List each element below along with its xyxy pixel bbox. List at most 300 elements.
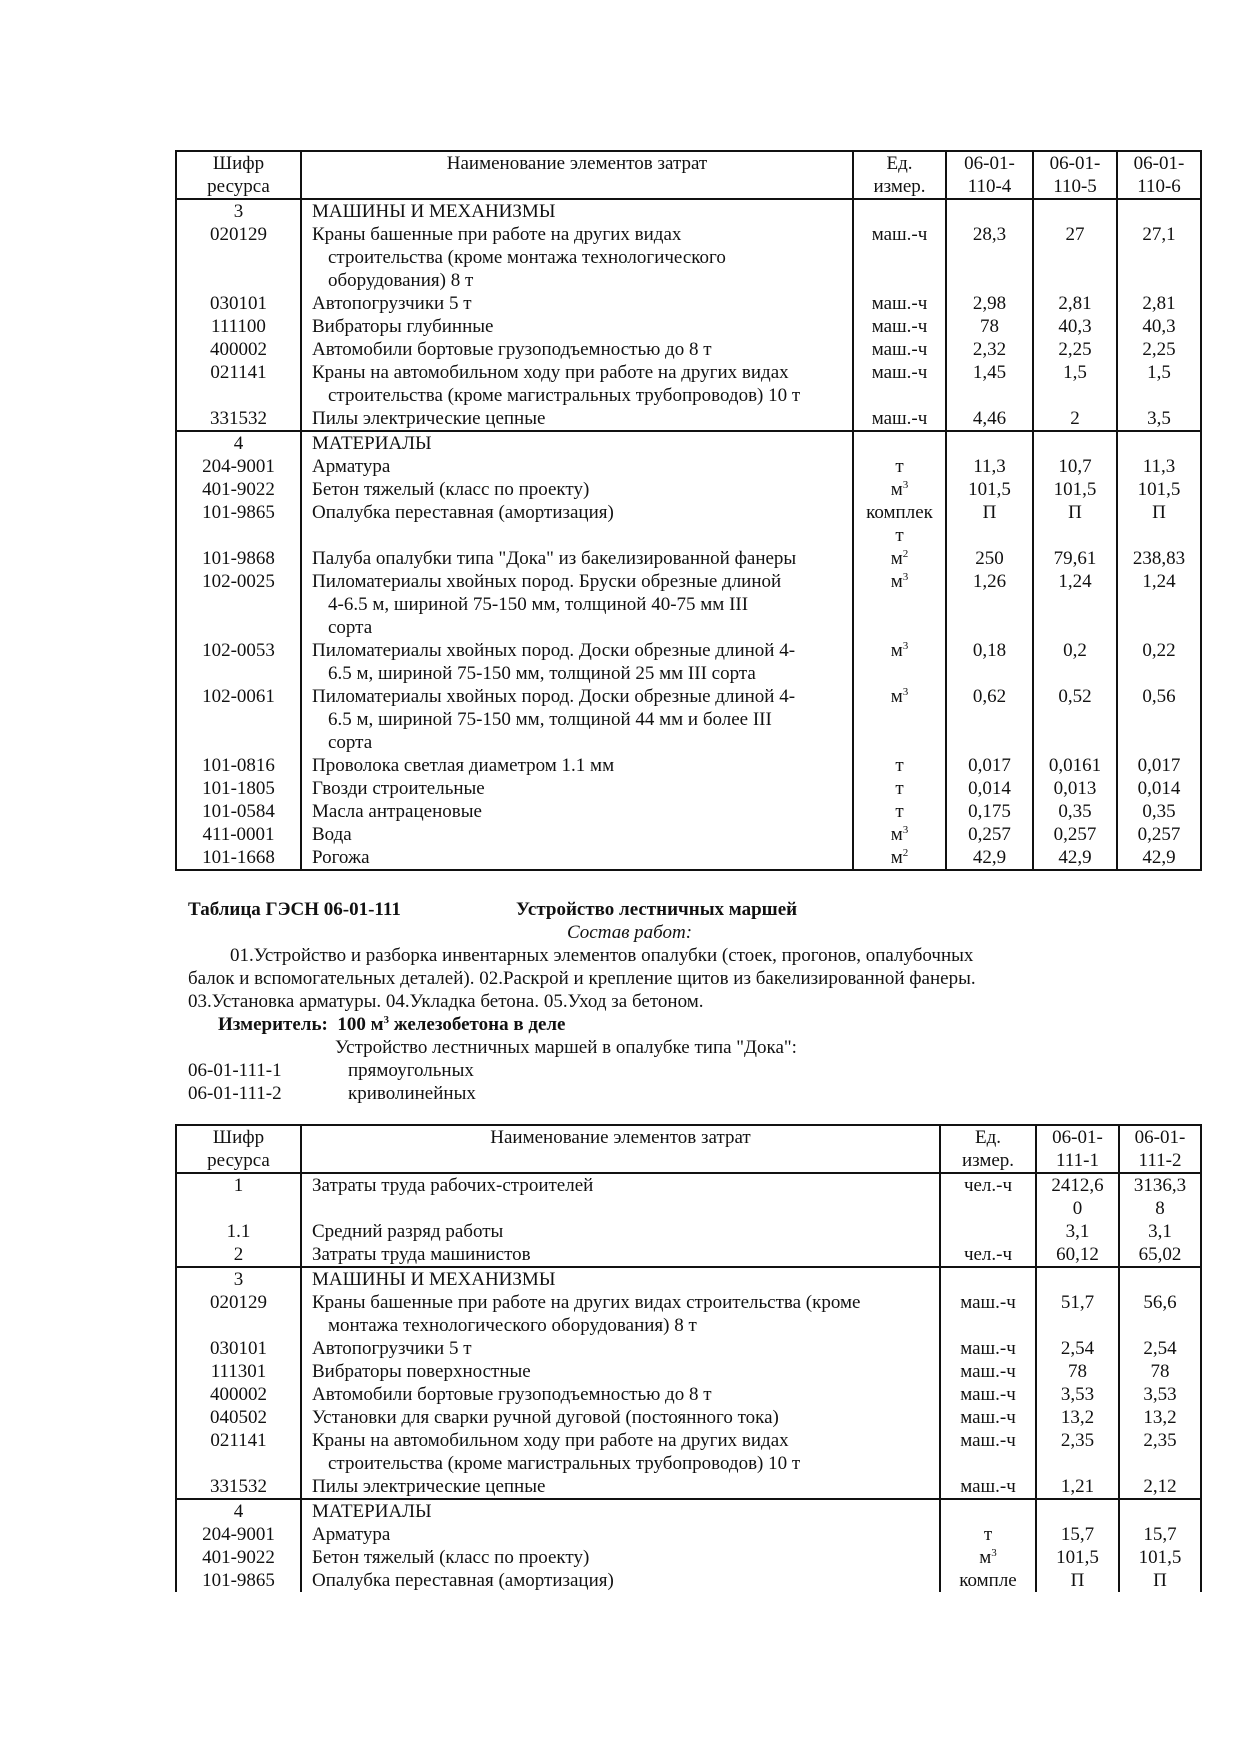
unit-exponent: 2: [902, 548, 909, 560]
header-name: Наименование элементов затрат: [301, 1125, 940, 1173]
unit-exponent: 3: [902, 571, 909, 583]
name-line: строительства (кроме монтажа технологического: [328, 247, 726, 268]
unit-cell: [853, 570, 946, 639]
resource-code: 401-9022: [176, 478, 301, 501]
value-col-3: 3,5: [1117, 407, 1201, 431]
value-col-2: 0,52: [1033, 685, 1117, 754]
cost-element-name: [301, 1243, 940, 1267]
section-code: 4: [176, 1499, 301, 1523]
value-col-3: 101,5: [1117, 478, 1201, 501]
resource-code: 040502: [176, 1406, 301, 1429]
name-line: Опалубка переставная (амортизация): [312, 502, 614, 523]
unit: м: [979, 1547, 992, 1568]
table-header-row: [176, 1125, 1201, 1173]
value-col-1: [1036, 1173, 1119, 1220]
table-row: [176, 1360, 1201, 1383]
table-row: [176, 478, 1201, 501]
name-line: оборудования) 8 т: [328, 270, 474, 291]
unit: м: [890, 571, 903, 592]
value-col-3: 11,3: [1117, 455, 1201, 478]
unit-cell: [940, 1291, 1036, 1337]
name-line: Установки для сварки ручной дуговой (постоянного тока): [312, 1407, 779, 1428]
value-col-2: 2,25: [1033, 338, 1117, 361]
table-row: [176, 754, 1201, 777]
header-col-110-6: 06-01- 110-6: [1117, 151, 1201, 199]
resource-table-06-01-111: [175, 1124, 1202, 1592]
value-col-3: 2,25: [1117, 338, 1201, 361]
empty-cell: [1036, 1267, 1119, 1291]
value-col-2: П: [1033, 501, 1117, 547]
resource-code: 101-9865: [176, 501, 301, 547]
unit: т: [895, 801, 904, 822]
cost-element-name: [301, 455, 853, 478]
value-col-3: 0,35: [1117, 800, 1201, 823]
name-line: Палуба опалубки типа "Дока" из бакелизированной фанеры: [312, 548, 797, 569]
value-col-2: 3,53: [1119, 1383, 1201, 1406]
unit-cell: [853, 407, 946, 431]
table-row: [176, 455, 1201, 478]
cost-element-name: [301, 800, 853, 823]
unit-cell: [940, 1360, 1036, 1383]
cost-element-name: [301, 685, 853, 754]
value-col-1: 0,017: [946, 754, 1033, 777]
unit-cell: [940, 1523, 1036, 1546]
section-title: МАТЕРИАЛЫ: [301, 1499, 940, 1523]
unit: маш.-ч: [960, 1430, 1016, 1451]
unit-cont: т: [895, 525, 904, 546]
value-col-1: 15,7: [1036, 1523, 1119, 1546]
value-col-2: 101,5: [1033, 478, 1117, 501]
table-row: [176, 1523, 1201, 1546]
name-line: Средний разряд работы: [312, 1221, 504, 1242]
cost-element-name: [301, 1569, 940, 1592]
name-line: Автомобили бортовые грузоподъемностью до 8 т: [312, 339, 712, 360]
name-line: 4-6.5 м, шириной 75-150 мм, толщиной 40-75 мм III: [328, 594, 749, 615]
section-code: 3: [176, 1267, 301, 1291]
empty-cell: [946, 199, 1033, 223]
resource-code: 102-0025: [176, 570, 301, 639]
unit-cell: [853, 478, 946, 501]
cost-element-name: [301, 315, 853, 338]
resource-code: 021141: [176, 361, 301, 407]
unit-cell: [853, 639, 946, 685]
name-line: Арматура: [312, 1524, 391, 1545]
table-row: [176, 777, 1201, 800]
cost-element-name: [301, 547, 853, 570]
unit: м: [890, 548, 903, 569]
value-col-1: 78: [946, 315, 1033, 338]
resource-code: 400002: [176, 1383, 301, 1406]
unit-cell: [940, 1243, 1036, 1267]
empty-cell: [1033, 199, 1117, 223]
section-title: МАТЕРИАЛЫ: [301, 431, 853, 455]
name-line: Арматура: [312, 456, 391, 477]
unit-cell: [853, 754, 946, 777]
cost-element-name: [301, 846, 853, 870]
value-col-3: 1,24: [1117, 570, 1201, 639]
unit-cell: [853, 455, 946, 478]
table-row: [176, 846, 1201, 870]
cost-element-name: [301, 777, 853, 800]
measure-value: 100 $м^3$ железобетона в деле: [337, 1014, 566, 1035]
cost-element-name: [301, 1383, 940, 1406]
unit: маш.-ч: [871, 293, 928, 314]
cost-element-name: [301, 1337, 940, 1360]
resource-code: 101-1805: [176, 777, 301, 800]
table-row: [176, 639, 1201, 685]
resource-code: 020129: [176, 1291, 301, 1337]
table-label: Таблица ГЭСН 06-01-111: [188, 899, 401, 920]
value-line: 3,1: [1065, 1221, 1090, 1242]
table-row: [176, 570, 1201, 639]
table-row: [176, 1475, 1201, 1499]
unit: маш.-ч: [960, 1407, 1016, 1428]
empty-cell: [940, 1499, 1036, 1523]
name-line: Пилы электрические цепные: [312, 408, 546, 429]
value-col-1: 28,3: [946, 223, 1033, 292]
resource-code: 411-0001: [176, 823, 301, 846]
value-col-3: 42,9: [1117, 846, 1201, 870]
value-col-3: 27,1: [1117, 223, 1201, 292]
unit-cell: [853, 846, 946, 870]
header-col-111-2: 06-01- 111-2: [1119, 1125, 1201, 1173]
header-col-110-4: 06-01- 110-4: [946, 151, 1033, 199]
unit: комплек: [866, 502, 933, 523]
cost-element-name: [301, 639, 853, 685]
resource-code: 111301: [176, 1360, 301, 1383]
name-line: Вода: [312, 824, 352, 845]
resource-code: 400002: [176, 338, 301, 361]
unit-cell: [853, 315, 946, 338]
empty-cell: [853, 199, 946, 223]
name-line: 6.5 м, шириной 75-150 мм, толщиной 44 мм и более III: [328, 709, 772, 730]
value-col-3: 0,014: [1117, 777, 1201, 800]
empty-cell: [1033, 431, 1117, 455]
value-col-1: 2,98: [946, 292, 1033, 315]
cost-element-name: [301, 1429, 940, 1475]
value-col-3: 40,3: [1117, 315, 1201, 338]
name-line: сорта: [328, 617, 373, 638]
value-col-2: 101,5: [1119, 1546, 1201, 1569]
value-col-1: 51,7: [1036, 1291, 1119, 1337]
resource-code: 101-1668: [176, 846, 301, 870]
composition-line-1: 01.Устройство и разборка инвентарных элементов опалубки (стоек, прогонов, опалубочных: [230, 945, 974, 966]
table-row: [176, 501, 1201, 547]
table-row: [176, 1337, 1201, 1360]
unit: маш.-ч: [960, 1476, 1016, 1497]
cost-element-name: [301, 1546, 940, 1569]
value-col-2: 2,81: [1033, 292, 1117, 315]
unit: т: [895, 778, 904, 799]
unit: чел.-ч: [963, 1244, 1013, 1265]
cost-element-name: [301, 1523, 940, 1546]
table-row: [176, 547, 1201, 570]
name-line: строительства (кроме магистральных трубопроводов) 10 т: [328, 385, 801, 406]
unit: компле: [959, 1570, 1017, 1591]
unit-cell: [853, 501, 946, 547]
name-line: [312, 1197, 935, 1220]
value-col-1: 0,014: [946, 777, 1033, 800]
name-line: Пиломатериалы хвойных пород. Доски обрезные длиной 4-: [312, 640, 796, 661]
section-header-row: [176, 1267, 1201, 1291]
unit-cell: [853, 777, 946, 800]
measure-line: [218, 1013, 565, 1036]
unit-cell: [853, 361, 946, 407]
section-code: 3: [176, 199, 301, 223]
header-unit: Ед. измер.: [853, 151, 946, 199]
unit-exponent: 3: [902, 824, 909, 836]
value-col-1: 101,5: [1036, 1546, 1119, 1569]
value-col-2: 2,12: [1119, 1475, 1201, 1499]
value-col-1: 2,32: [946, 338, 1033, 361]
unit-cell: [940, 1546, 1036, 1569]
value-col-3: 0,22: [1117, 639, 1201, 685]
value-col-3: П: [1117, 501, 1201, 547]
value-col-2: 2: [1033, 407, 1117, 431]
name-line: Рогожа: [312, 847, 370, 868]
table-row: [176, 338, 1201, 361]
unit-cell: [940, 1383, 1036, 1406]
unit: м: [890, 686, 903, 707]
value-col-1: 1,45: [946, 361, 1033, 407]
unit-cell: [940, 1173, 1036, 1220]
unit: т: [983, 1524, 993, 1545]
value-col-2: 0,013: [1033, 777, 1117, 800]
name-line: Опалубка переставная (амортизация): [312, 1570, 614, 1591]
section-header-row: [176, 1499, 1201, 1523]
cost-element-name: [301, 1173, 940, 1220]
value-col-1: П: [946, 501, 1033, 547]
name-line: монтажа технологического оборудования) 8 т: [328, 1315, 697, 1336]
unit-exponent: 2: [902, 847, 909, 859]
value-col-1: 4,46: [946, 407, 1033, 431]
header-col-110-5: 06-01- 110-5: [1033, 151, 1117, 199]
unit: маш.-ч: [871, 362, 928, 383]
section-header-row: [176, 431, 1201, 455]
empty-cell: [853, 431, 946, 455]
resource-code: 030101: [176, 1337, 301, 1360]
value-col-2: 56,6: [1119, 1291, 1201, 1337]
name-line: Автопогрузчики 5 т: [312, 293, 472, 314]
resource-code: 401-9022: [176, 1546, 301, 1569]
empty-cell: [1119, 1267, 1201, 1291]
value-line: 60,12: [1056, 1244, 1099, 1265]
value-col-2: 0,0161: [1033, 754, 1117, 777]
unit: м: [890, 640, 903, 661]
value-col-2: 27: [1033, 223, 1117, 292]
unit-exponent: 3: [902, 479, 909, 491]
unit: маш.-ч: [960, 1292, 1016, 1313]
unit-cell: [853, 338, 946, 361]
variant-code-2: 06-01-111-2: [188, 1083, 282, 1104]
cost-element-name: [301, 1475, 940, 1499]
value-col-1: 11,3: [946, 455, 1033, 478]
unit-cell: [853, 685, 946, 754]
table-header-row: [176, 151, 1201, 199]
value-col-2: 13,2: [1119, 1406, 1201, 1429]
resource-code: 1: [176, 1173, 301, 1220]
value-col-1: 0,257: [946, 823, 1033, 846]
name-line: Гвозди строительные: [312, 778, 485, 799]
value-col-2: 42,9: [1033, 846, 1117, 870]
value-col-2: [1119, 1220, 1201, 1243]
header-code: Шифр ресурса: [176, 1125, 301, 1173]
cost-element-name: [301, 223, 853, 292]
table-row: [176, 1383, 1201, 1406]
unit: маш.-ч: [960, 1361, 1016, 1382]
name-line: Автопогрузчики 5 т: [312, 1338, 472, 1359]
table-row: [176, 1546, 1201, 1569]
value-col-1: 2,35: [1036, 1429, 1119, 1475]
name-line: Краны башенные при работе на других видах: [312, 224, 682, 245]
name-line: Краны башенные при работе на других видах строительства (кроме: [312, 1292, 861, 1313]
empty-cell: [1036, 1499, 1119, 1523]
value-col-1: 42,9: [946, 846, 1033, 870]
name-line: Вибраторы глубинные: [312, 316, 494, 337]
name-line: Пиломатериалы хвойных пород. Доски обрезные длиной 4-: [312, 686, 796, 707]
composition-heading: Состав работ:: [567, 922, 693, 943]
value-col-3: 2,81: [1117, 292, 1201, 315]
resource-code: 102-0053: [176, 639, 301, 685]
table-row: [176, 1291, 1201, 1337]
resource-code: 204-9001: [176, 1523, 301, 1546]
resource-code: 1.1: [176, 1220, 301, 1243]
value-col-1: 2,54: [1036, 1337, 1119, 1360]
composition-line-3: 03.Установка арматуры. 04.Укладка бетона. 05.Уход за бетоном.: [188, 991, 704, 1012]
name-line: Бетон тяжелый (класс по проекту): [312, 1547, 590, 1568]
name-line: Затраты труда рабочих-строителей: [312, 1175, 594, 1196]
name-line: 6.5 м, шириной 75-150 мм, толщиной 25 мм III сорта: [328, 663, 756, 684]
empty-cell: [1117, 431, 1201, 455]
name-line: Проволока светлая диаметром 1.1 мм: [312, 755, 615, 776]
resource-code: 020129: [176, 223, 301, 292]
variant-code-1: 06-01-111-1: [188, 1060, 282, 1081]
unit-cell: [853, 823, 946, 846]
name-line: Автомобили бортовые грузоподъемностью до 8 т: [312, 1384, 712, 1405]
resource-code: 102-0061: [176, 685, 301, 754]
table-body: [176, 1173, 1201, 1592]
value-line: 0: [1072, 1198, 1083, 1219]
value-col-1: 13,2: [1036, 1406, 1119, 1429]
cost-element-name: [301, 823, 853, 846]
table-row: [176, 823, 1201, 846]
composition-line-2: балок и вспомогательных деталей). 02.Раскрой и крепление щитов из бакелизированной фанеры.: [188, 968, 976, 989]
section-header-row: [176, 199, 1201, 223]
unit: т: [895, 456, 904, 477]
section-title: МАШИНЫ И МЕХАНИЗМЫ: [301, 1267, 940, 1291]
unit-cell: [940, 1406, 1036, 1429]
unit: м: [890, 847, 903, 868]
value-col-2: 0,257: [1033, 823, 1117, 846]
value-col-2: 2,35: [1119, 1429, 1201, 1475]
value-line: 8: [1155, 1198, 1165, 1219]
value-col-3: 238,83: [1117, 547, 1201, 570]
unit: м: [890, 479, 903, 500]
unit-cell: [940, 1569, 1036, 1592]
value-col-1: 1,21: [1036, 1475, 1119, 1499]
cost-element-name: [301, 754, 853, 777]
value-col-2: 40,3: [1033, 315, 1117, 338]
header-col-111-1: 06-01- 111-1: [1036, 1125, 1119, 1173]
cost-element-name: [301, 1220, 940, 1243]
value-col-1: 3,53: [1036, 1383, 1119, 1406]
cost-element-name: [301, 1291, 940, 1337]
table-row: [176, 315, 1201, 338]
empty-cell: [946, 431, 1033, 455]
unit-cell: [940, 1337, 1036, 1360]
cost-element-name: [301, 1406, 940, 1429]
unit-cell: [940, 1429, 1036, 1475]
value-col-2: 10,7: [1033, 455, 1117, 478]
table-row: [176, 1569, 1201, 1592]
value-col-2: 2,54: [1119, 1337, 1201, 1360]
name-line: Пилы электрические цепные: [312, 1476, 546, 1497]
unit-cell: [853, 800, 946, 823]
name-line: строительства (кроме магистральных трубопроводов) 10 т: [328, 1453, 801, 1474]
unit-exponent: 3: [991, 1547, 997, 1559]
unit-cell: [940, 1220, 1036, 1243]
value-col-2: 15,7: [1119, 1523, 1201, 1546]
value-line: 2412,6: [1051, 1175, 1104, 1196]
unit: м: [890, 824, 903, 845]
name-line: Бетон тяжелый (класс по проекту): [312, 479, 590, 500]
resource-code: 204-9001: [176, 455, 301, 478]
unit: маш.-ч: [960, 1384, 1016, 1405]
cost-element-name: [301, 361, 853, 407]
header-code: Шифр ресурса: [176, 151, 301, 199]
table-body: [176, 199, 1201, 870]
empty-cell: [1119, 1499, 1201, 1523]
value-col-1: 250: [946, 547, 1033, 570]
name-line: Краны на автомобильном ходу при работе на других видах: [312, 1430, 789, 1451]
variant-label-2: криволинейных: [348, 1083, 476, 1104]
value-col-3: 0,257: [1117, 823, 1201, 846]
value-line: 3,1: [1148, 1221, 1172, 1242]
empty-cell: [1117, 199, 1201, 223]
unit: чел.-ч: [963, 1175, 1013, 1196]
table-row: [176, 685, 1201, 754]
unit-exponent: 3: [902, 640, 909, 652]
table-row: [176, 361, 1201, 407]
labor-row: [176, 1173, 1201, 1220]
unit-cell: [940, 1475, 1036, 1499]
value-col-2: [1119, 1173, 1201, 1220]
value-col-1: 0,175: [946, 800, 1033, 823]
value-line: 65,02: [1138, 1244, 1182, 1265]
header-name: Наименование элементов затрат: [301, 151, 853, 199]
resource-code: 331532: [176, 1475, 301, 1499]
value-col-1: 0,62: [946, 685, 1033, 754]
header-unit: Ед. измер.: [940, 1125, 1036, 1173]
name-line: Вибраторы поверхностные: [312, 1361, 531, 1382]
cost-element-name: [301, 407, 853, 431]
table-row: [176, 223, 1201, 292]
value-col-1: П: [1036, 1569, 1119, 1592]
unit-cell: [853, 292, 946, 315]
empty-cell: [940, 1267, 1036, 1291]
cost-element-name: [301, 292, 853, 315]
table-title: Устройство лестничных маршей: [516, 899, 798, 920]
unit: маш.-ч: [871, 224, 928, 245]
value-col-2: [1119, 1243, 1201, 1267]
table-row: [176, 1429, 1201, 1475]
value-col-1: 78: [1036, 1360, 1119, 1383]
section-code: 4: [176, 431, 301, 455]
name-line: Краны на автомобильном ходу при работе на других видах: [312, 362, 789, 383]
variant-label-1: прямоугольных: [348, 1060, 474, 1081]
unit: т: [895, 755, 904, 776]
section-title: МАШИНЫ И МЕХАНИЗМЫ: [301, 199, 853, 223]
